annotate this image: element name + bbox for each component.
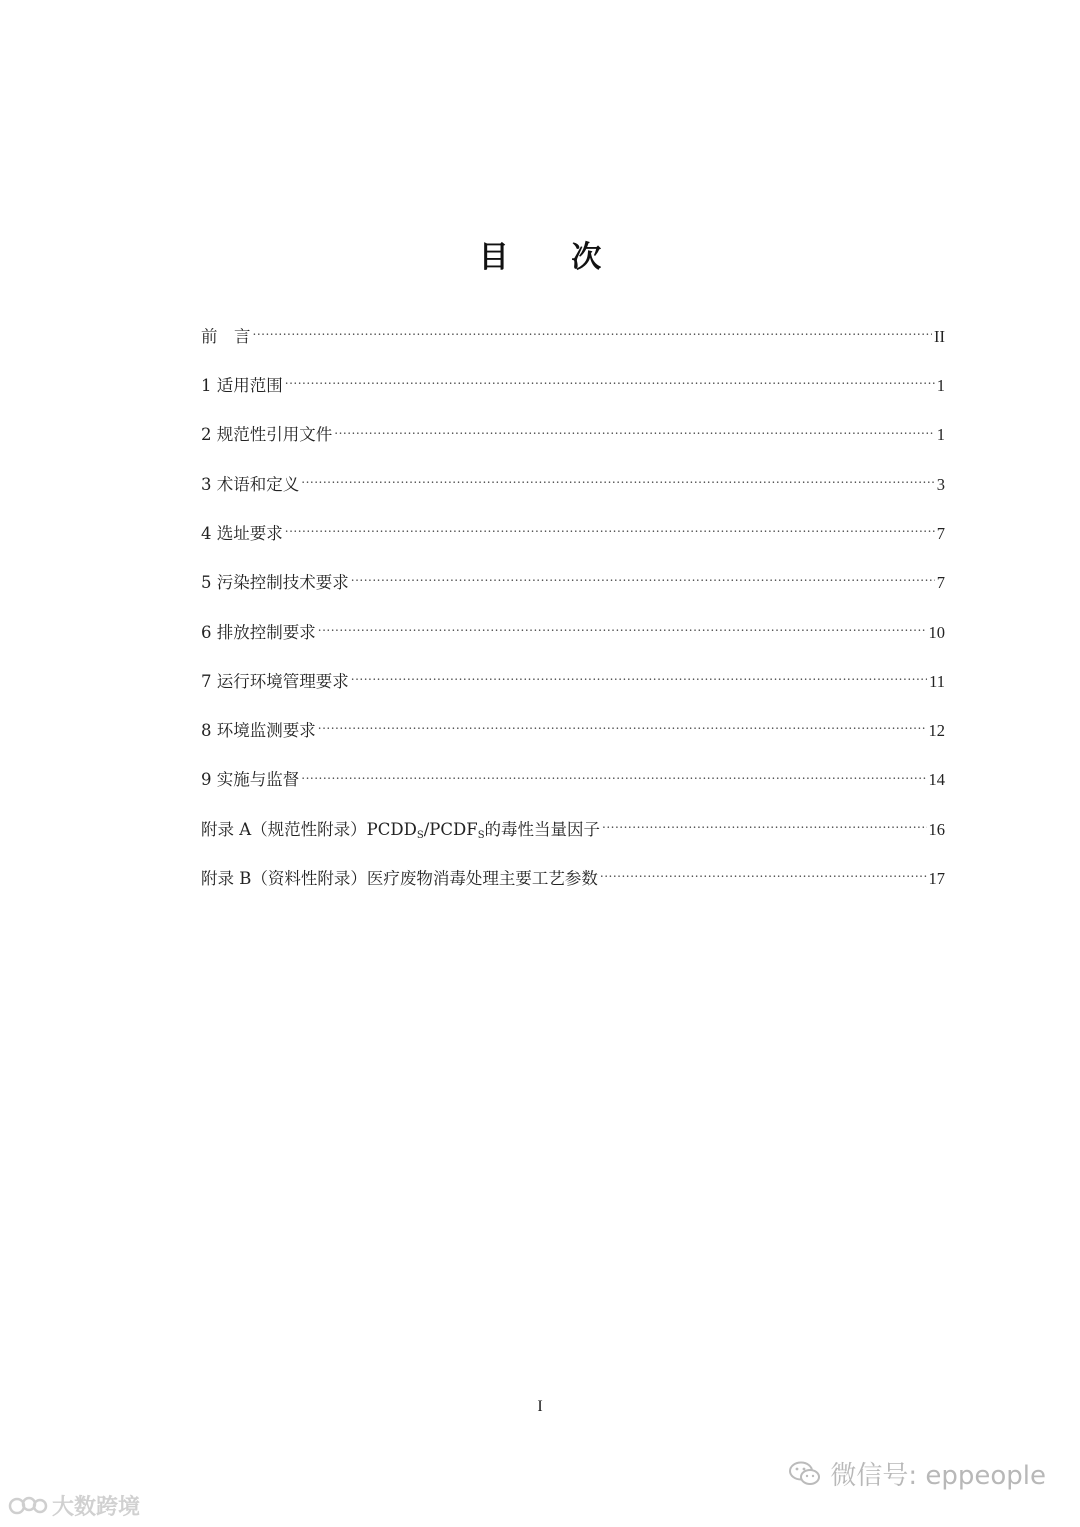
toc-entry-page: II	[934, 326, 945, 346]
toc-leader-dots	[285, 519, 935, 539]
toc-entry-emission-control[interactable]	[201, 618, 945, 667]
toc-entry-page: 1	[936, 376, 945, 396]
toc-entry-page: 14	[928, 770, 945, 790]
toc-entry-label: 4 选址要求	[201, 523, 283, 543]
brand-watermark-text: 大数跨境	[52, 1495, 141, 1520]
page-number: I	[537, 1398, 543, 1415]
toc-leader-dots	[301, 766, 926, 786]
table-of-contents	[201, 322, 945, 914]
subscript: S	[416, 829, 424, 841]
toc-entry-label	[201, 816, 600, 841]
toc-leader-dots	[301, 470, 935, 490]
toc-leader-dots	[600, 864, 927, 884]
wechat-icon	[788, 1460, 822, 1488]
toc-entry-normative-references[interactable]	[201, 421, 945, 470]
toc-title: 目 次	[478, 240, 628, 275]
toc-leader-dots	[253, 322, 933, 342]
toc-entry-page: 3	[936, 474, 945, 494]
toc-entry-implementation[interactable]	[201, 766, 945, 815]
appendix-a-text-3: 的毒性当量因子	[484, 819, 601, 839]
wechat-watermark	[788, 1455, 1046, 1492]
toc-leader-dots	[318, 716, 927, 736]
toc-entry-page: 1	[936, 425, 945, 445]
toc-leader-dots	[285, 371, 935, 391]
toc-entry-label: 前 言	[201, 326, 251, 346]
toc-entry-label: 2 规范性引用文件	[201, 425, 333, 445]
toc-entry-environmental-monitoring[interactable]	[201, 716, 945, 765]
toc-entry-label: 7 运行环境管理要求	[201, 671, 349, 691]
toc-entry-label: 3 术语和定义	[201, 474, 300, 494]
toc-entry-page: 12	[928, 721, 945, 741]
toc-entry-label: 6 排放控制要求	[201, 622, 316, 642]
appendix-a-text-1: 附录 A（规范性附录）PCDD	[201, 819, 417, 839]
toc-entry-label: 9 实施与监督	[201, 770, 300, 790]
toc-entry-page: 7	[936, 523, 945, 543]
toc-entry-page: 16	[928, 819, 945, 839]
toc-entry-label: 1 适用范围	[201, 376, 283, 396]
toc-entry-site-selection[interactable]	[201, 519, 945, 568]
toc-entry-page: 11	[929, 671, 945, 691]
toc-entry-foreword[interactable]	[201, 322, 945, 371]
brand-watermark	[8, 1490, 140, 1521]
wechat-watermark-text: 微信号: eppeople	[830, 1461, 1046, 1491]
toc-entry-operation-management[interactable]	[201, 667, 945, 716]
toc-entry-scope[interactable]	[201, 371, 945, 420]
appendix-a-text-2: /PCDF	[423, 819, 478, 839]
toc-leader-dots	[318, 618, 927, 638]
toc-leader-dots	[351, 568, 935, 588]
subscript: S	[477, 829, 485, 841]
toc-entry-label: 8 环境监测要求	[201, 721, 316, 741]
toc-leader-dots	[602, 815, 926, 835]
toc-leader-dots	[334, 421, 935, 441]
toc-entry-page: 17	[928, 869, 945, 889]
toc-entry-label: 5 污染控制技术要求	[201, 573, 349, 593]
toc-entry-terms-definitions[interactable]	[201, 470, 945, 519]
brand-logo-icon	[8, 1493, 48, 1519]
toc-leader-dots	[351, 667, 927, 687]
toc-entry-label: 附录 B（资料性附录）医疗废物消毒处理主要工艺参数	[201, 869, 598, 889]
toc-entry-page: 10	[928, 622, 945, 642]
toc-entry-appendix-a[interactable]	[201, 815, 945, 864]
toc-entry-appendix-b[interactable]	[201, 864, 945, 913]
toc-entry-pollution-control[interactable]	[201, 568, 945, 617]
toc-entry-page: 7	[936, 573, 945, 593]
